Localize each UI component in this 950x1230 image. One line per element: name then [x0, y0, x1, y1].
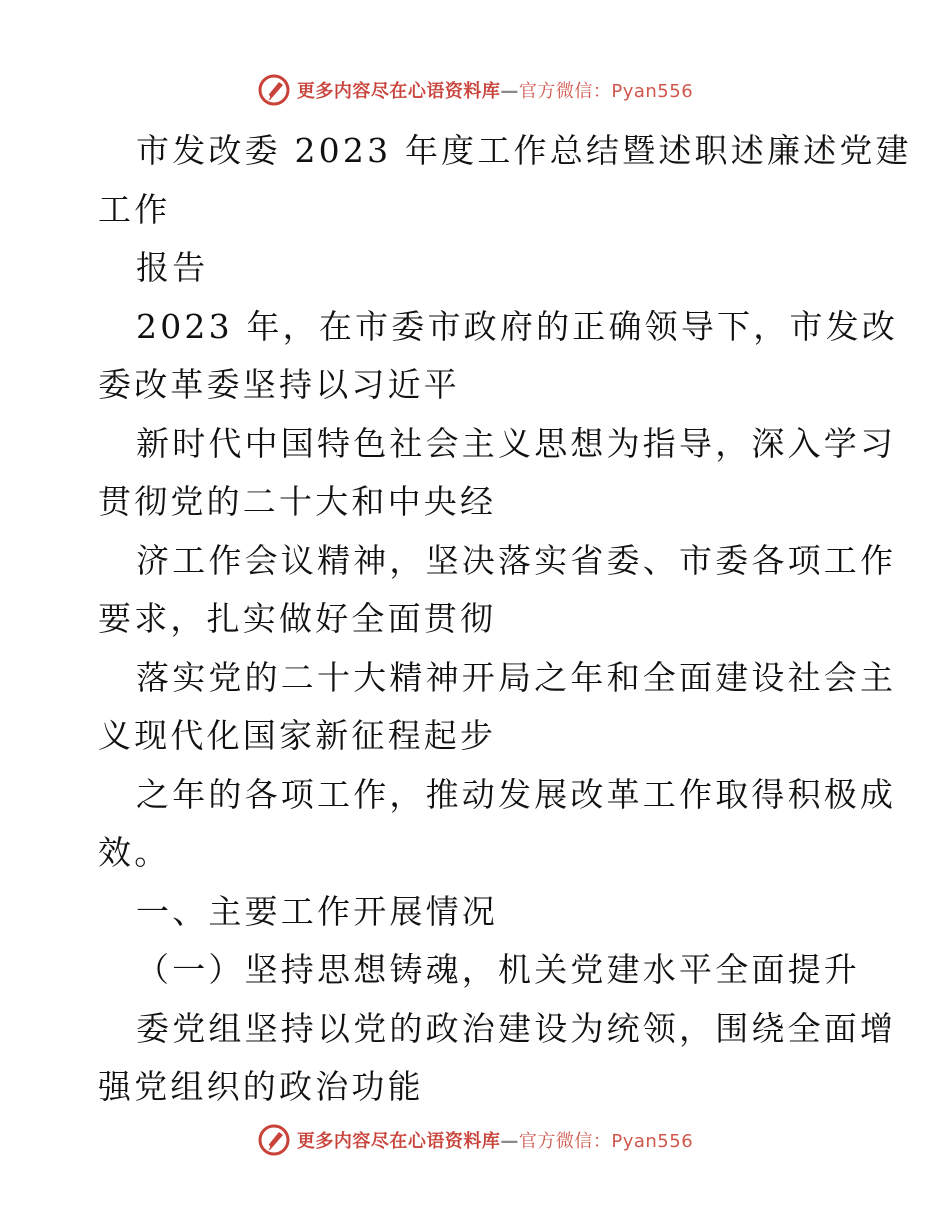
header-watermark	[0, 70, 950, 110]
doc-line: 市发改委 2023 年度工作总结暨述职述廉述党建	[136, 131, 912, 170]
doc-line: 工作	[98, 189, 171, 229]
section-heading: 一、主要工作开展情况	[136, 891, 498, 931]
doc-line: 之年的各项工作，推动发展改革工作取得积极成	[136, 774, 897, 814]
doc-line: 落实党的二十大精神开局之年和全面建设社会主	[136, 657, 897, 697]
watermark-brand: 更多内容尽在心语资料库	[296, 81, 501, 102]
watermark-contact: 官方微信：Pyan556	[518, 81, 694, 102]
subsection-heading: （一）坚持思想铸魂，机关党建水平全面提升	[136, 950, 860, 989]
doc-line: 2023 年，在市委市政府的正确领导下，市发改	[136, 306, 899, 346]
doc-line: 效。	[98, 833, 171, 872]
watermark-separator: —	[500, 1131, 519, 1152]
watermark-separator: —	[500, 81, 519, 102]
watermark-brand: 更多内容尽在心语资料库	[296, 1131, 501, 1152]
doc-line: 要求，扎实做好全面贯彻	[98, 599, 497, 638]
footer-watermark	[0, 1120, 950, 1160]
doc-line: 委改革委坚持以习近平	[98, 365, 460, 404]
doc-line: 新时代中国特色社会主义思想为指导，深入学习	[136, 423, 897, 463]
doc-line: 贯彻党的二十大和中央经	[98, 482, 497, 521]
watermark-text	[297, 77, 693, 103]
doc-line: 报告	[136, 248, 209, 287]
doc-line: 委党组坚持以党的政治建设为统领，围绕全面增	[136, 1008, 897, 1048]
pen-emblem-logo-icon	[257, 73, 291, 107]
document-body	[98, 122, 912, 1117]
pen-emblem-logo-icon	[257, 1123, 291, 1157]
watermark-contact: 官方微信：Pyan556	[518, 1131, 694, 1152]
doc-line: 济工作会议精神，坚决落实省委、市委各项工作	[136, 540, 897, 580]
watermark-text	[297, 1127, 693, 1153]
doc-line: 义现代化国家新征程起步	[98, 716, 497, 755]
doc-line: 强党组织的政治功能	[98, 1067, 424, 1106]
